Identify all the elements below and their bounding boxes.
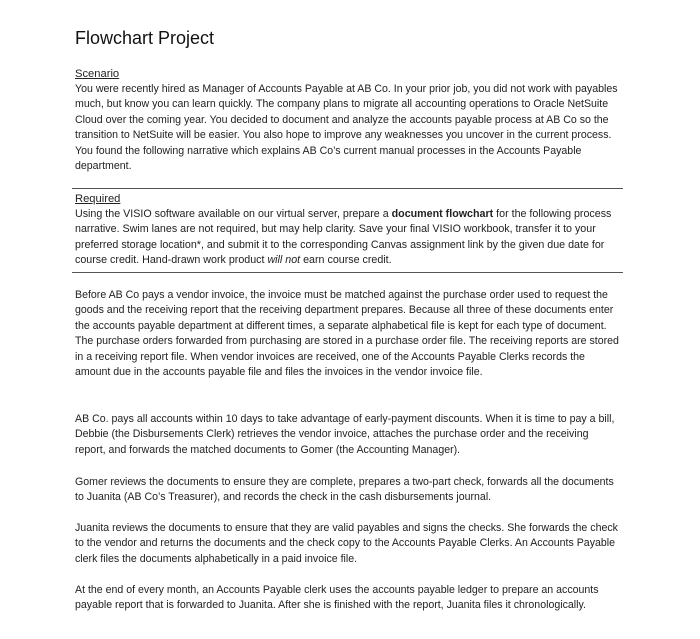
required-section	[72, 188, 623, 273]
required-heading: Required	[75, 193, 121, 205]
required-text-end: earn course credit.	[300, 254, 392, 267]
scenario-section	[75, 67, 620, 174]
narrative-paragraph-3: Gomer reviews the documents to ensure they are complete, prepares a two-part check, forwards all the documents to Juanita (AB Co’s Treasurer), and records the check in the cash disbursements journal.	[75, 476, 614, 504]
narrative-paragraph-1: Before AB Co pays a vendor invoice, the invoice must be matched against the purchase order used to request the goods and the receiving report that the receiving department prepares. Because all three of these documents enter the accounts payable department at different times, a separate alphabetical file is kept for each type of document. The purchase orders forwarded from purchasing are stored in a purchase order file. The receiving reports are stored in a receiving report file. When vendor invoices are received, one of the Accounts Payable Clerks records the amount due in the accounts payable file and files the invoices in the vendor invoice file.	[75, 289, 619, 379]
scenario-heading: Scenario	[75, 68, 120, 80]
narrative-paragraph-4: Juanita reviews the documents to ensure that they are valid payables and signs the checks. She forwards the check to the vendor and returns the documents and the check copy to the Accounts Payable Clerks. An Accounts Payable clerk files the documents alphabetically in a paid invoice file.	[75, 522, 618, 565]
required-text-start: Using the VISIO software available on our virtual server, prepare a	[75, 208, 392, 220]
required-text-middle: for the following process narrative. Swim lanes are not required, but may help clarity. Save your final VISIO workbook, transfer it to your preferred storage location*, and submit it to the corresponding Canvas assignment link by the given due date for course credit. Hand-drawn work product	[75, 208, 612, 267]
scenario-text: You were recently hired as Manager of Accounts Payable at AB Co. In your prior job, you did not work with payables much, but know you can learn quickly. The company plans to migrate all accounting operations to Oracle NetSuite Cloud over the coming year. You decided to document and analyze the accounts payable process at AB Co so the transition to NetSuite will be easier. You also hope to improve any weaknesses you uncover in the current process. You found the following narrative which explains AB Co’s current manual processes in the Accounts Payable department.	[75, 83, 618, 173]
required-bold-term: document flowchart	[391, 208, 494, 220]
required-text	[75, 207, 620, 269]
narrative-paragraph-2: AB Co. pays all accounts within 10 days to take advantage of early-payment discounts. When it is time to pay a bill, Debbie (the Disbursements Clerk) retrieves the vendor invoice, attaches the purchase order and the receiving report, and forwards the matched documents to Gomer (the Accounting Manager).	[75, 413, 615, 456]
narrative-paragraph-5: At the end of every month, an Accounts Payable clerk uses the accounts payable ledger to prepare an accounts payable report that is forwarded to Juanita. After she is finished with the report, Juanita files it chronologically.	[75, 584, 599, 612]
required-italic-term: will not	[267, 254, 301, 267]
page-title: Flowchart Project	[75, 28, 215, 48]
